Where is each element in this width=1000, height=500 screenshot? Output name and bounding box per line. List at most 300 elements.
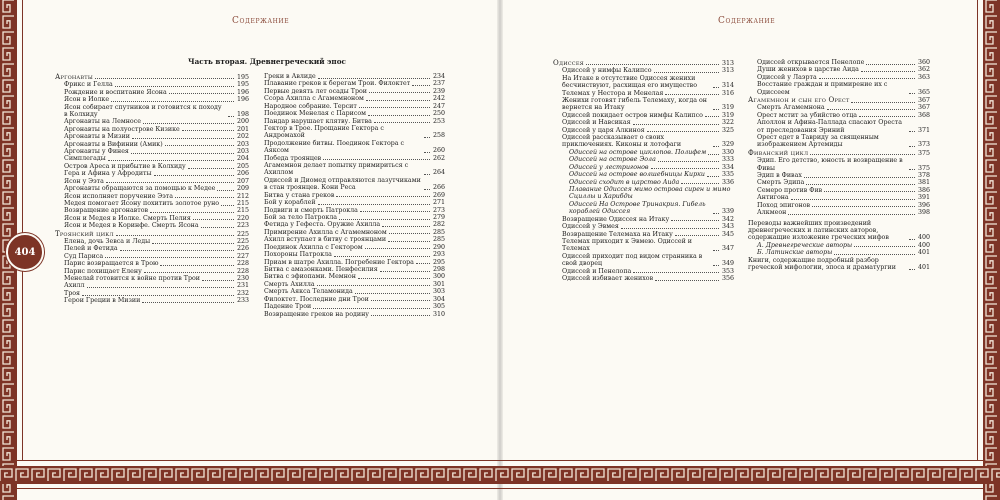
toc-entry-title: Медея помогает Ясону похитить золотое руно <box>64 200 220 207</box>
toc-entry-title: Одиссей у нимфы Калипсо <box>562 67 652 75</box>
dot-leader <box>424 152 430 153</box>
toc-page-number: 322 <box>721 119 734 127</box>
toc-entry <box>264 281 445 288</box>
dot-leader <box>675 235 719 236</box>
dot-leader <box>358 278 430 279</box>
dot-leader <box>854 246 915 247</box>
toc-page-number: 398 <box>917 209 930 217</box>
dot-leader <box>115 86 234 87</box>
toc-page-number: 195 <box>236 73 249 81</box>
part-title: Часть вторая. Древнегреческий эпос <box>188 57 346 66</box>
dot-leader <box>388 241 430 242</box>
toc-entry-title: Аргонавты в Вифинии (Амик) <box>64 140 163 148</box>
toc-entry <box>264 266 445 273</box>
dot-leader <box>713 213 719 214</box>
toc-page-number: 250 <box>432 110 445 118</box>
toc-entry <box>264 207 445 214</box>
toc-entry-title: Приам в шатре Ахилла. Погребение Гектора <box>264 258 414 266</box>
toc-entry <box>55 275 249 282</box>
toc-entry <box>264 73 445 80</box>
toc-entry <box>264 229 445 236</box>
toc-page-number: 330 <box>721 148 734 156</box>
dot-leader <box>193 219 234 220</box>
toc-page-number: 349 <box>721 260 734 268</box>
toc-entry-title: Одиссей у Лаэрта <box>757 73 817 81</box>
toc-page-number: 242 <box>432 95 445 103</box>
toc-page-number: 386 <box>917 186 930 194</box>
toc-entry <box>553 149 734 156</box>
right-inner-rule <box>977 0 978 460</box>
toc-page-number: 215 <box>236 207 249 215</box>
dot-leader <box>175 197 234 198</box>
toc-entry <box>55 245 249 252</box>
toc-page-number: 333 <box>721 156 734 164</box>
toc-entry <box>748 220 930 242</box>
toc-entry <box>553 97 734 112</box>
dot-leader <box>228 116 234 117</box>
toc-entry-title: Аргонавты в Мизии <box>64 133 130 141</box>
toc-entry-title: Парис возвращается в Трою <box>64 260 159 268</box>
toc-section-heading <box>748 149 930 157</box>
toc-entry <box>748 134 930 149</box>
toc-page-number: 226 <box>236 245 249 253</box>
dot-leader <box>416 263 430 264</box>
dot-leader <box>412 85 430 86</box>
toc-entry <box>264 125 445 140</box>
toc-entry <box>55 96 249 103</box>
dot-leader <box>318 78 430 79</box>
toc-entry <box>264 192 445 199</box>
toc-entry-title: Женихи готовят гибель Телемаху, когда он вернется на Итаку <box>562 96 707 112</box>
toc-entry-title: Народное собрание. Терсит <box>264 102 357 110</box>
toc-page-number: 225 <box>236 237 249 245</box>
dot-leader <box>318 204 430 205</box>
toc-entry-title: Аполлон и Афина-Паллада спасают Ореста от преследования Эриний <box>757 119 902 134</box>
toc-column-2 <box>264 73 445 318</box>
dot-leader <box>633 272 719 273</box>
dot-leader <box>382 226 430 227</box>
toc-entry-title: Ахилл вступает в битву с троянцами <box>264 236 387 244</box>
toc-entry <box>55 81 249 88</box>
dot-leader <box>108 160 234 161</box>
toc-entry-title: Орест едет в Тавриду за священным изображением Артемиды <box>757 134 879 149</box>
dot-leader <box>87 287 234 288</box>
toc-entry-title: Одиссей на острове циклопов. Полифем <box>569 148 707 156</box>
toc-page-number: 401 <box>917 264 930 272</box>
toc-entry-title: Фиванский цикл <box>748 148 809 157</box>
toc-entry <box>748 194 930 201</box>
toc-entry-title: Одиссей у царя Алкиноя <box>562 126 645 134</box>
toc-page-number: 201 <box>236 125 249 133</box>
toc-page-number: 207 <box>236 177 249 185</box>
dot-leader <box>334 256 430 257</box>
dot-leader <box>806 184 915 185</box>
toc-entry <box>748 59 930 66</box>
toc-entry-title: Фрикс и Гелла <box>64 81 113 89</box>
dot-leader <box>713 109 719 110</box>
toc-page-number: 339 <box>721 208 734 216</box>
toc-page-number: 314 <box>721 82 734 90</box>
toc-page-number: 378 <box>917 171 930 179</box>
dot-leader <box>819 78 915 79</box>
toc-page-number: 234 <box>432 73 445 80</box>
toc-entry-title: Гектор в Трое. Прощание Гектора с Андромахой <box>264 124 384 140</box>
toc-entry <box>264 80 445 87</box>
toc-entry <box>748 187 930 194</box>
dot-leader <box>355 293 430 294</box>
toc-entry <box>553 119 734 126</box>
dot-leader <box>665 94 719 95</box>
toc-entry-title: Книги, содержащие подробный разбор греческой мифологии, эпоса и драматургии <box>748 256 896 272</box>
toc-entry-title: Души женихов в царстве Аида <box>757 66 859 74</box>
dot-leader <box>909 146 915 147</box>
toc-entry <box>55 155 249 162</box>
toc-entry-title: Рождение и воспитание Ясона <box>64 88 167 96</box>
toc-entry-title: Алкмеон <box>757 209 787 217</box>
dot-leader <box>621 228 719 229</box>
toc-entry-title: Фетида у Гефеста. Оружие Ахилла <box>264 221 381 229</box>
toc-page-number: 247 <box>432 102 445 110</box>
toc-page-number: 195 <box>236 81 249 89</box>
toc-page-number: 400 <box>917 241 930 249</box>
toc-page-number: 371 <box>917 126 930 134</box>
dot-leader <box>131 153 234 154</box>
toc-entry-title: Плавание Одиссея мимо острова сирен и мимо Сциллы и Харибды <box>569 186 731 201</box>
toc-entry <box>264 221 445 228</box>
dot-leader <box>105 257 234 258</box>
toc-entry-title: Одиссей и Навсикая <box>562 119 631 127</box>
toc-column-4 <box>748 59 930 271</box>
toc-entry-title: Агамемнон делает попытку примириться с Ахиллом <box>264 162 409 177</box>
toc-page-number: 305 <box>432 303 445 311</box>
dot-leader <box>323 159 430 160</box>
toc-entry <box>264 303 445 310</box>
dot-leader <box>111 101 234 102</box>
dot-leader <box>150 212 234 213</box>
toc-entry-title: Эдип в Фивах <box>757 171 802 179</box>
dot-leader <box>202 280 234 281</box>
bottom-outer-rule <box>17 488 983 489</box>
toc-entry <box>55 170 249 177</box>
dot-leader <box>389 233 430 234</box>
toc-entry <box>264 88 445 95</box>
toc-page-number: 228 <box>236 260 249 268</box>
toc-entry-title: Продолжение битвы. Поединок Гектора с Аяксом <box>264 139 405 155</box>
toc-entry-title: Ссора Ахилла с Агамемноном <box>264 95 364 103</box>
dot-leader <box>651 168 719 169</box>
dot-leader <box>182 130 234 131</box>
dot-leader <box>658 161 719 162</box>
toc-page-number: 230 <box>236 275 249 283</box>
dot-leader <box>132 138 234 139</box>
toc-section-heading <box>55 230 249 238</box>
toc-entry <box>55 238 249 245</box>
dot-leader <box>681 183 719 184</box>
toc-entry-title: Телемах у Нестора и Менелая <box>562 89 664 97</box>
dot-leader <box>188 168 234 169</box>
dot-leader <box>221 205 234 206</box>
toc-entry-title: Суд Париса <box>64 252 104 260</box>
toc-entry-title: Смерть Ахилла <box>264 280 315 288</box>
toc-entry <box>55 260 249 267</box>
dot-leader <box>371 315 430 316</box>
toc-entry-title: Филоктет. Последние дни Трои <box>264 295 369 303</box>
toc-entry-title: Симплегады <box>64 155 106 163</box>
toc-entry <box>264 103 445 110</box>
toc-page-number: 303 <box>432 288 445 296</box>
toc-entry-title: Победа троянцев <box>264 154 322 162</box>
toc-entry <box>748 209 930 216</box>
dot-leader <box>380 271 430 272</box>
toc-entry-title: Орест мстит за убийство отца <box>757 111 858 119</box>
toc-page-number: 200 <box>236 118 249 126</box>
toc-page-number: 293 <box>432 251 445 259</box>
toc-page-number: 271 <box>432 199 445 207</box>
toc-page-number: 205 <box>236 162 249 170</box>
toc-page-number: 367 <box>917 104 930 112</box>
dot-leader <box>82 295 234 296</box>
toc-entry <box>748 112 930 119</box>
dot-leader <box>909 93 915 94</box>
toc-page-number: 279 <box>432 214 445 222</box>
toc-entry <box>55 133 249 140</box>
toc-page-number: 202 <box>236 133 249 141</box>
toc-entry <box>55 104 249 119</box>
toc-entry-title: Одиссей открывается Пенелопе <box>757 59 865 66</box>
toc-entry-title: Возвращение греков на родину <box>264 310 369 318</box>
toc-page-number: 203 <box>236 148 249 156</box>
toc-page-number: 227 <box>236 252 249 260</box>
toc-entry-title: Смерть Аякса Теламонида <box>264 288 353 296</box>
toc-entry-title: Поход эпигонов <box>757 201 811 209</box>
toc-entry <box>553 238 734 253</box>
toc-entry-title: Падение Трои <box>264 303 312 311</box>
toc-entry <box>55 207 249 214</box>
dot-leader <box>95 78 234 79</box>
dot-leader <box>633 124 719 125</box>
toc-entry <box>264 95 445 102</box>
toc-entry-title: Остров Ареса и прибытие в Колхиду <box>64 162 186 170</box>
toc-entry <box>264 244 445 251</box>
toc-entry-title: Греки в Авлиде <box>264 73 316 80</box>
toc-page-number: 401 <box>917 249 930 257</box>
bottom-inner-rule <box>17 460 983 461</box>
dot-leader <box>336 196 430 197</box>
toc-page-number: 375 <box>917 164 930 172</box>
toc-entry-title: Одиссей приходит под видом странника в свой дворец <box>562 252 703 268</box>
toc-page-number: 290 <box>432 243 445 251</box>
toc-entry-title: Менелай готовится к войне против Трои <box>64 275 201 283</box>
dot-leader <box>142 302 234 303</box>
toc-entry <box>553 201 734 216</box>
toc-entry-title: Аргонавты на Лемносе <box>64 118 141 126</box>
toc-entry <box>553 156 734 163</box>
dot-leader <box>586 64 719 65</box>
toc-page-number: 196 <box>236 88 249 96</box>
toc-entry <box>55 118 249 125</box>
toc-entry <box>264 140 445 155</box>
toc-page-number: 319 <box>721 111 734 119</box>
dot-leader <box>866 64 915 65</box>
toc-entry <box>55 297 249 304</box>
toc-entry-title: Одиссей на острове волшебницы Кирки <box>569 171 705 179</box>
toc-page-number: 329 <box>721 141 734 149</box>
toc-entry <box>748 66 930 73</box>
toc-entry <box>264 251 445 258</box>
dot-leader <box>365 248 430 249</box>
toc-page-number: 228 <box>236 267 249 275</box>
toc-entry <box>55 253 249 260</box>
toc-entry <box>748 257 930 272</box>
toc-page-number: 237 <box>432 80 445 88</box>
meander-pattern <box>0 469 1000 481</box>
toc-entry <box>264 110 445 117</box>
toc-page-number: 336 <box>721 178 734 186</box>
dot-leader <box>909 269 915 270</box>
dot-leader <box>154 175 234 176</box>
dot-leader <box>424 174 430 175</box>
toc-entry <box>264 118 445 125</box>
toc-entry <box>748 157 930 172</box>
dot-leader <box>120 250 234 251</box>
toc-page-number: 282 <box>432 221 445 229</box>
toc-entry-title: Плавание греков к берегам Трои. Филоктет <box>264 80 411 88</box>
dot-leader <box>116 235 234 236</box>
toc-entry <box>748 172 930 179</box>
toc-page-number: 347 <box>721 245 734 253</box>
toc-entry-title: Одиссей избивает женихов <box>562 275 654 283</box>
toc-entry-title: Одиссей у Эвмея <box>562 223 619 231</box>
dot-leader <box>851 102 915 103</box>
toc-page-number: 310 <box>432 310 445 318</box>
dot-leader <box>371 300 430 301</box>
toc-entry <box>553 231 734 238</box>
dot-leader <box>909 169 915 170</box>
dot-leader <box>424 189 430 190</box>
toc-entry <box>748 81 930 96</box>
dot-leader <box>339 219 430 220</box>
toc-entry-title: Одиссей На Острове Тринакрия. Гибель кораблей Одиссея <box>569 200 706 216</box>
toc-entry-title: Ясон у Ээта <box>64 177 104 185</box>
toc-entry-title: Аргонавты у Финея <box>64 148 129 156</box>
toc-entry <box>553 164 734 171</box>
toc-entry <box>55 193 249 200</box>
toc-entry <box>553 253 734 268</box>
toc-page-number: 223 <box>236 222 249 230</box>
toc-entry <box>748 104 930 111</box>
toc-entry-title: Б. Латинские авторы <box>757 249 833 257</box>
dot-leader <box>359 107 430 108</box>
toc-entry-title: А. Древнегреческие авторы <box>757 241 853 249</box>
toc-entry <box>553 179 734 186</box>
toc-page-number: 209 <box>236 185 249 193</box>
toc-page-number: 345 <box>721 230 734 238</box>
dot-leader <box>859 116 915 117</box>
dot-leader <box>812 206 915 207</box>
toc-page-number: 262 <box>432 154 445 162</box>
toc-page-number: 266 <box>432 184 445 192</box>
toc-entry <box>264 311 445 318</box>
toc-entry <box>55 178 249 185</box>
toc-entry <box>55 290 249 297</box>
toc-entry-title: Возвращение Телемаха на Итаку <box>562 230 673 238</box>
toc-page-number: 264 <box>432 169 445 177</box>
toc-page-number: 319 <box>721 104 734 112</box>
toc-entry <box>264 177 445 192</box>
toc-entry-title: Пандар нарушает клятву. Битва <box>264 117 372 125</box>
toc-entry <box>748 119 930 134</box>
toc-entry-title: Ясон и Медея в Иолке. Смерть Пелия <box>64 214 191 222</box>
toc-entry-title: Одиссей и Пенелопа <box>562 267 632 275</box>
toc-entry-title: Возвращение аргонавтов <box>64 207 149 215</box>
toc-page-number: 233 <box>236 297 249 305</box>
toc-section-heading <box>553 59 734 67</box>
toc-entry-title: Ахилл <box>64 282 85 290</box>
dot-leader <box>810 154 915 155</box>
toc-entry <box>553 134 734 149</box>
dot-leader <box>144 272 234 273</box>
dot-leader <box>424 137 430 138</box>
toc-column-3 <box>553 59 734 282</box>
dot-leader <box>654 72 720 73</box>
toc-entry <box>55 163 249 170</box>
dot-leader <box>713 146 719 147</box>
toc-page-number: 342 <box>721 215 734 223</box>
toc-entry-title: Антигона <box>757 194 789 202</box>
toc-entry <box>55 200 249 207</box>
toc-page-number: 365 <box>917 88 930 96</box>
toc-page-number: 391 <box>917 194 930 202</box>
toc-entry-title: Первые девять лет осады Трои <box>264 87 367 95</box>
dot-leader <box>369 92 430 93</box>
toc-entry-title: Ясон в Иолке <box>64 96 110 104</box>
dot-leader <box>201 227 234 228</box>
toc-entry <box>748 242 930 249</box>
dot-leader <box>360 211 430 212</box>
toc-entry-title: Подвиги и смерть Патрокла <box>264 206 358 214</box>
toc-entry <box>748 249 930 256</box>
toc-entry <box>553 112 734 119</box>
toc-entry-title: Возвращение Одиссея на Итаку <box>562 215 670 223</box>
dot-leader <box>713 250 719 251</box>
toc-entry-title: Семеро против Фив <box>757 186 823 194</box>
toc-entry <box>264 155 445 162</box>
toc-entry <box>264 162 445 177</box>
toc-page-number: 239 <box>432 87 445 95</box>
toc-entry-title: Поединок Менелая с Парисом <box>264 110 367 118</box>
toc-entry <box>264 199 445 206</box>
right-meander-border <box>983 0 1000 500</box>
toc-entry <box>264 236 445 243</box>
dot-leader <box>313 308 430 309</box>
toc-entry <box>264 214 445 221</box>
dot-leader <box>708 154 719 155</box>
toc-entry-title: Аргонавты на полуострове Кизике <box>64 125 180 133</box>
dot-leader <box>160 265 234 266</box>
toc-entry-title: Елена, дочь Зевса и Леды <box>64 237 151 245</box>
toc-page-number: 198 <box>236 110 249 118</box>
toc-entry-title: Похороны Патрокла <box>264 251 332 259</box>
toc-entry-title: Аргонавты обращаются за помощью к Медее <box>64 185 216 193</box>
toc-entry <box>55 268 249 275</box>
toc-page-number: 232 <box>236 289 249 297</box>
dot-leader <box>804 177 915 178</box>
page-number: 404 <box>14 246 36 258</box>
toc-page-number: 300 <box>432 273 445 281</box>
toc-entry <box>55 222 249 229</box>
toc-entry <box>264 273 445 280</box>
toc-entry-title: Телемах приходит к Эвмею. Одиссей и Телемах <box>562 237 693 253</box>
